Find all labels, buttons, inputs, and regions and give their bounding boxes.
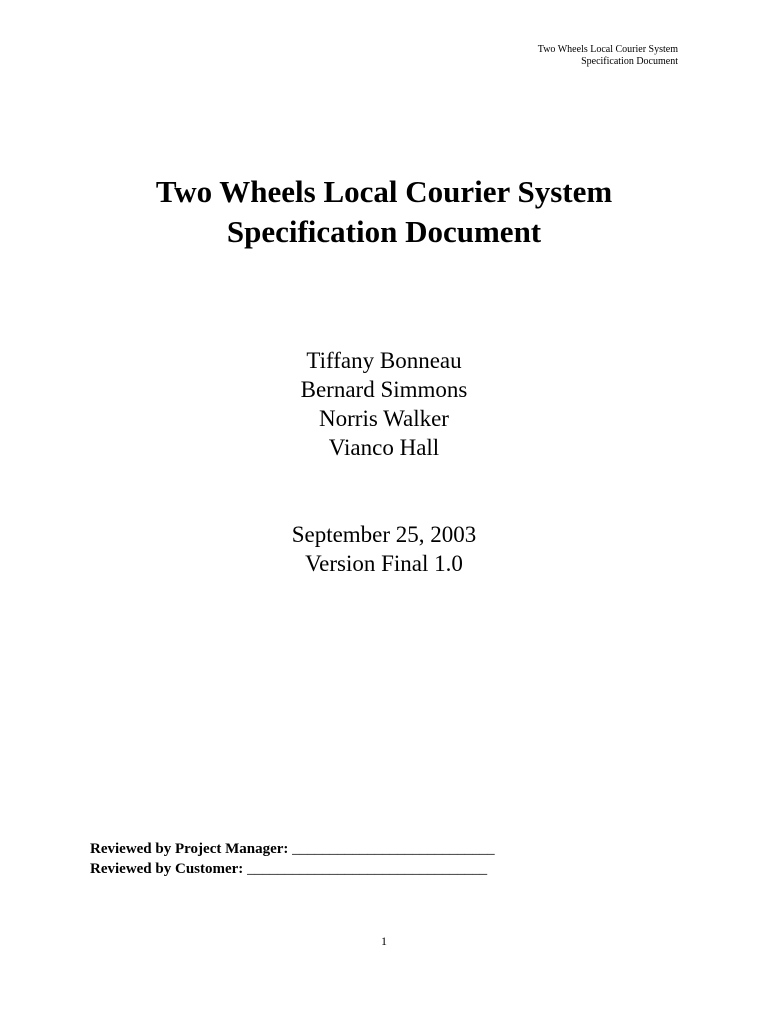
review-signoff: [90, 839, 495, 879]
date-version-block: [0, 520, 768, 578]
document-version: Version Final 1.0: [305, 551, 463, 576]
review-project-manager-blank: ___________________________: [292, 841, 495, 857]
page-number: 1: [381, 934, 387, 948]
running-header: [538, 44, 678, 68]
running-header-line-1: Two Wheels Local Courier System: [537, 44, 678, 55]
document-title-line-2: Specification Document: [226, 214, 542, 249]
document-date: September 25, 2003: [291, 522, 477, 547]
review-customer: [90, 859, 495, 879]
running-header-line-2: Specification Document: [581, 56, 678, 67]
author-name: Norris Walker: [319, 406, 449, 431]
review-project-manager: [90, 839, 495, 859]
author-name: Vianco Hall: [328, 435, 440, 460]
author-list: [0, 346, 768, 462]
author-name: Tiffany Bonneau: [306, 348, 462, 373]
review-project-manager-label: Reviewed by Project Manager:: [90, 841, 289, 857]
document-title: [0, 172, 768, 252]
author-name: Bernard Simmons: [300, 377, 468, 402]
review-customer-blank: ________________________________: [247, 861, 488, 877]
document-title-line-1: Two Wheels Local Courier System: [155, 174, 613, 209]
review-customer-label: Reviewed by Customer:: [90, 861, 244, 877]
